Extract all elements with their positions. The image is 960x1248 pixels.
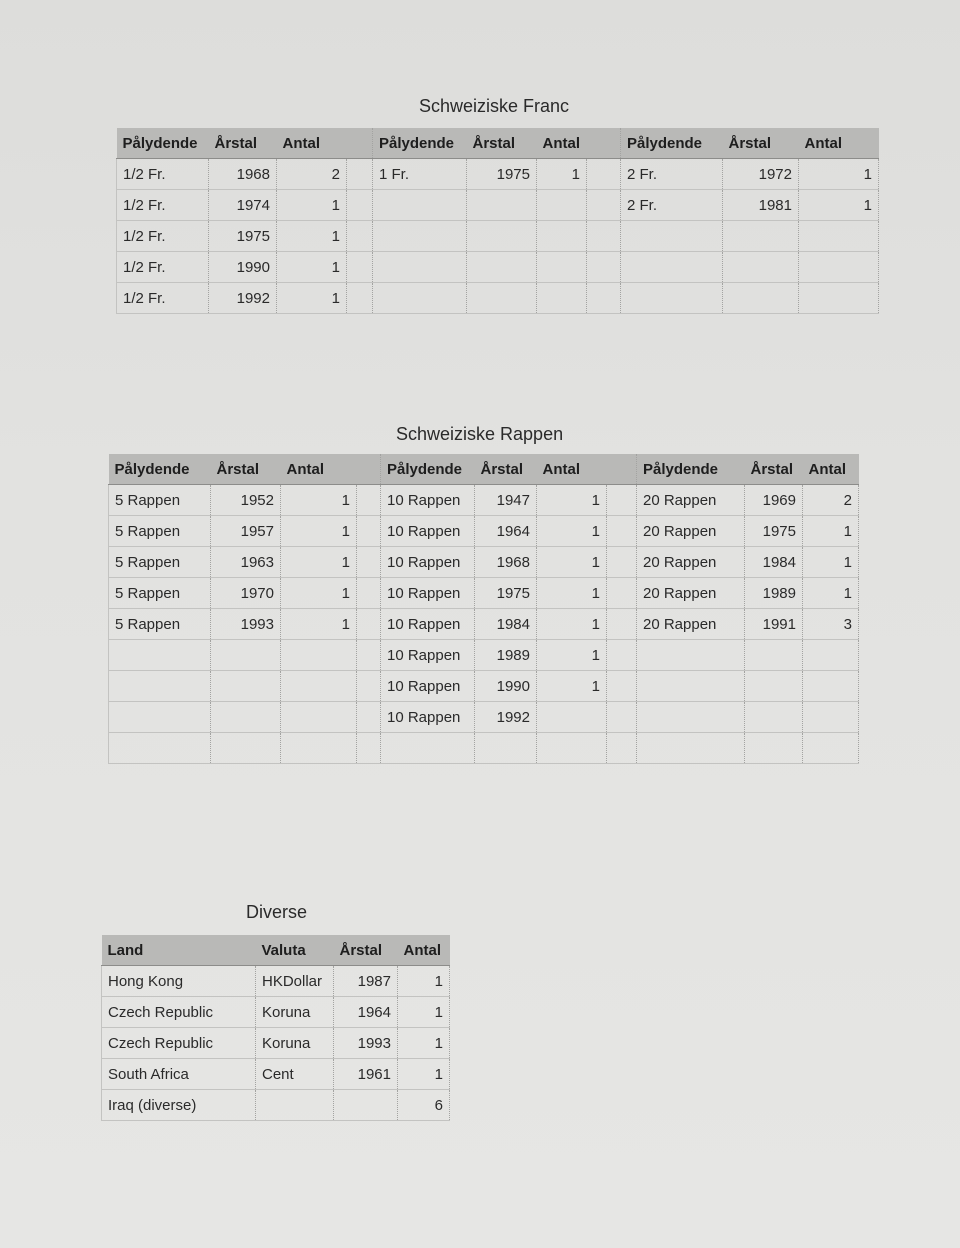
column-header: Antal (398, 935, 450, 966)
table-cell: 10 Rappen (381, 609, 475, 640)
rappen-header-row (109, 454, 859, 485)
table-cell (256, 1090, 334, 1121)
table-cell: 1 Fr. (373, 159, 467, 190)
table-cell: 20 Rappen (637, 485, 745, 516)
table-cell: 1 (537, 547, 607, 578)
table-cell: 1 (277, 283, 347, 314)
column-header: Årstal (745, 454, 803, 485)
table-cell (745, 640, 803, 671)
table-cell: 1992 (209, 283, 277, 314)
table-cell: 1993 (211, 609, 281, 640)
column-separator (357, 578, 381, 609)
column-header: Årstal (723, 128, 799, 159)
table-cell: Cent (256, 1059, 334, 1090)
table-row (117, 221, 879, 252)
table-cell: 1991 (745, 609, 803, 640)
table-row (117, 283, 879, 314)
column-header: Årstal (467, 128, 537, 159)
column-header: Antal (281, 454, 357, 485)
table-cell (281, 702, 357, 733)
table-cell (475, 733, 537, 764)
table-cell: 1 (281, 485, 357, 516)
table-cell: 1972 (723, 159, 799, 190)
table-cell: 2 (803, 485, 859, 516)
table-cell: Czech Republic (102, 1028, 256, 1059)
column-header: Årstal (475, 454, 537, 485)
table-cell: 1/2 Fr. (117, 252, 209, 283)
table-cell (281, 733, 357, 764)
table-cell: 10 Rappen (381, 547, 475, 578)
table-row (109, 702, 859, 733)
table-cell: 1975 (745, 516, 803, 547)
column-header: Pålydende (621, 128, 723, 159)
table-cell (723, 283, 799, 314)
table-cell: 10 Rappen (381, 702, 475, 733)
table-cell: 1 (799, 159, 879, 190)
table-cell: 1 (537, 609, 607, 640)
table-cell: 10 Rappen (381, 578, 475, 609)
table-row (117, 159, 879, 190)
table-cell: 1 (803, 516, 859, 547)
table-cell (109, 671, 211, 702)
table-cell: 1 (537, 640, 607, 671)
table-row (109, 516, 859, 547)
column-separator (357, 609, 381, 640)
table-cell: 1 (537, 159, 587, 190)
column-header: Pålydende (637, 454, 745, 485)
table-cell: 1 (537, 671, 607, 702)
column-separator (347, 283, 373, 314)
table-cell: 1975 (467, 159, 537, 190)
table-cell (537, 190, 587, 221)
column-header: Antal (537, 128, 587, 159)
table-cell: 1974 (209, 190, 277, 221)
table-cell (109, 702, 211, 733)
table-cell: 1989 (745, 578, 803, 609)
table-cell: 1 (281, 578, 357, 609)
table-cell: 10 Rappen (381, 516, 475, 547)
table-cell: 2 Fr. (621, 190, 723, 221)
table-cell (373, 190, 467, 221)
column-separator (607, 454, 637, 485)
table-row (102, 1028, 450, 1059)
table-cell: 1 (277, 190, 347, 221)
table-cell: Hong Kong (102, 966, 256, 997)
table-cell: 2 (277, 159, 347, 190)
table-cell (281, 671, 357, 702)
table-cell (373, 283, 467, 314)
diverse-table (101, 935, 450, 1121)
table-row (109, 578, 859, 609)
table-cell: 1 (281, 547, 357, 578)
column-separator (587, 159, 621, 190)
table-cell: 1 (398, 1059, 450, 1090)
table-cell: 2 Fr. (621, 159, 723, 190)
table-cell (373, 221, 467, 252)
column-header: Pålydende (381, 454, 475, 485)
table-cell (803, 640, 859, 671)
column-header: Land (102, 935, 256, 966)
table-cell: 1990 (475, 671, 537, 702)
franc-header-row (117, 128, 879, 159)
table-cell: 1 (398, 1028, 450, 1059)
table-cell: HKDollar (256, 966, 334, 997)
table-cell: 1964 (475, 516, 537, 547)
table-cell (281, 640, 357, 671)
table-cell (467, 221, 537, 252)
column-separator (607, 640, 637, 671)
column-separator (587, 221, 621, 252)
table-cell (637, 733, 745, 764)
column-separator (347, 252, 373, 283)
table-cell: 1 (803, 547, 859, 578)
table-cell: 1975 (475, 578, 537, 609)
table-cell: 1992 (475, 702, 537, 733)
table-cell: 1964 (334, 997, 398, 1028)
rappen-table (108, 454, 859, 764)
table-cell: 6 (398, 1090, 450, 1121)
table-cell (109, 640, 211, 671)
table-cell: 1970 (211, 578, 281, 609)
column-separator (607, 609, 637, 640)
table-cell: 1 (398, 966, 450, 997)
table-cell: 1/2 Fr. (117, 221, 209, 252)
table-cell: 10 Rappen (381, 640, 475, 671)
table-cell: 5 Rappen (109, 547, 211, 578)
table-row (102, 1059, 450, 1090)
column-header: Årstal (209, 128, 277, 159)
table-cell (467, 252, 537, 283)
table-cell: 1 (398, 997, 450, 1028)
table-cell: 1 (799, 190, 879, 221)
column-separator (357, 671, 381, 702)
table-cell (637, 702, 745, 733)
table-cell (211, 640, 281, 671)
table-row (109, 547, 859, 578)
table-cell (467, 190, 537, 221)
table-cell: 1 (537, 516, 607, 547)
table-cell: 1/2 Fr. (117, 283, 209, 314)
table-cell (373, 252, 467, 283)
table-cell: South Africa (102, 1059, 256, 1090)
table-cell (334, 1090, 398, 1121)
table-cell: Iraq (diverse) (102, 1090, 256, 1121)
table-cell: Koruna (256, 997, 334, 1028)
table-cell: 1947 (475, 485, 537, 516)
column-separator (357, 454, 381, 485)
table-cell: 1984 (475, 609, 537, 640)
table-cell: 1 (537, 485, 607, 516)
table-cell (803, 702, 859, 733)
table-cell (803, 671, 859, 702)
table-cell: 10 Rappen (381, 671, 475, 702)
table-cell (537, 702, 607, 733)
table-cell (745, 671, 803, 702)
table-row (109, 485, 859, 516)
table-cell (381, 733, 475, 764)
column-separator (587, 190, 621, 221)
column-separator (357, 640, 381, 671)
table-cell (211, 733, 281, 764)
table-cell: 1981 (723, 190, 799, 221)
table-cell: 1 (803, 578, 859, 609)
table-row (102, 966, 450, 997)
column-separator (607, 516, 637, 547)
franc-title: Schweiziske Franc (419, 96, 570, 116)
table-cell (637, 640, 745, 671)
table-cell: 3 (803, 609, 859, 640)
table-cell (799, 283, 879, 314)
table-cell: 1968 (475, 547, 537, 578)
table-cell (637, 671, 745, 702)
table-cell: Czech Republic (102, 997, 256, 1028)
table-cell: 20 Rappen (637, 547, 745, 578)
column-separator (587, 252, 621, 283)
column-separator (357, 733, 381, 764)
column-header: Antal (803, 454, 859, 485)
table-row (102, 1090, 450, 1121)
column-separator (357, 516, 381, 547)
table-cell: 20 Rappen (637, 578, 745, 609)
diverse-title: Diverse (246, 902, 308, 922)
table-row (109, 671, 859, 702)
table-cell: 1952 (211, 485, 281, 516)
table-cell (723, 252, 799, 283)
table-cell: 1975 (209, 221, 277, 252)
column-separator (347, 128, 373, 159)
table-cell: 1 (277, 221, 347, 252)
column-header: Antal (277, 128, 347, 159)
table-cell (803, 733, 859, 764)
table-cell (211, 702, 281, 733)
table-cell: 5 Rappen (109, 609, 211, 640)
table-cell: 1963 (211, 547, 281, 578)
column-header: Pålydende (117, 128, 209, 159)
franc-table (116, 128, 879, 314)
table-cell: 1984 (745, 547, 803, 578)
table-cell (799, 252, 879, 283)
table-cell (467, 283, 537, 314)
table-cell (537, 252, 587, 283)
table-cell (537, 283, 587, 314)
table-cell (621, 221, 723, 252)
table-cell: 1 (537, 578, 607, 609)
column-header: Pålydende (109, 454, 211, 485)
column-separator (607, 702, 637, 733)
table-row (117, 252, 879, 283)
column-separator (607, 733, 637, 764)
table-cell: 5 Rappen (109, 516, 211, 547)
column-separator (347, 190, 373, 221)
column-separator (607, 671, 637, 702)
table-cell: 1 (277, 252, 347, 283)
table-cell: 1993 (334, 1028, 398, 1059)
table-cell (109, 733, 211, 764)
column-separator (347, 159, 373, 190)
column-separator (587, 283, 621, 314)
column-separator (347, 221, 373, 252)
table-cell: 1990 (209, 252, 277, 283)
table-cell (621, 283, 723, 314)
diverse-header-row (102, 935, 450, 966)
column-header: Årstal (211, 454, 281, 485)
table-cell (745, 733, 803, 764)
table-cell (799, 221, 879, 252)
column-separator (607, 547, 637, 578)
table-cell: Koruna (256, 1028, 334, 1059)
table-cell (745, 702, 803, 733)
column-header: Pålydende (373, 128, 467, 159)
table-cell: 20 Rappen (637, 609, 745, 640)
table-cell: 1961 (334, 1059, 398, 1090)
column-separator (607, 485, 637, 516)
table-cell: 1 (281, 516, 357, 547)
table-cell: 1969 (745, 485, 803, 516)
table-cell: 1968 (209, 159, 277, 190)
table-cell: 1957 (211, 516, 281, 547)
table-cell (723, 221, 799, 252)
column-separator (357, 485, 381, 516)
column-header: Valuta (256, 935, 334, 966)
column-separator (607, 578, 637, 609)
table-cell: 10 Rappen (381, 485, 475, 516)
column-header: Årstal (334, 935, 398, 966)
rappen-title: Schweiziske Rappen (396, 424, 564, 444)
table-row (109, 733, 859, 764)
column-header: Antal (799, 128, 879, 159)
table-cell (621, 252, 723, 283)
column-header: Antal (537, 454, 607, 485)
table-row (117, 190, 879, 221)
table-row (102, 997, 450, 1028)
column-separator (357, 702, 381, 733)
table-cell (537, 221, 587, 252)
table-cell: 20 Rappen (637, 516, 745, 547)
table-row (109, 609, 859, 640)
table-cell: 1 (281, 609, 357, 640)
column-separator (357, 547, 381, 578)
table-row (109, 640, 859, 671)
table-cell: 1/2 Fr. (117, 159, 209, 190)
table-cell: 5 Rappen (109, 485, 211, 516)
table-cell: 1/2 Fr. (117, 190, 209, 221)
table-cell (537, 733, 607, 764)
table-cell: 1987 (334, 966, 398, 997)
table-cell: 1989 (475, 640, 537, 671)
table-cell (211, 671, 281, 702)
table-cell: 5 Rappen (109, 578, 211, 609)
column-separator (587, 128, 621, 159)
